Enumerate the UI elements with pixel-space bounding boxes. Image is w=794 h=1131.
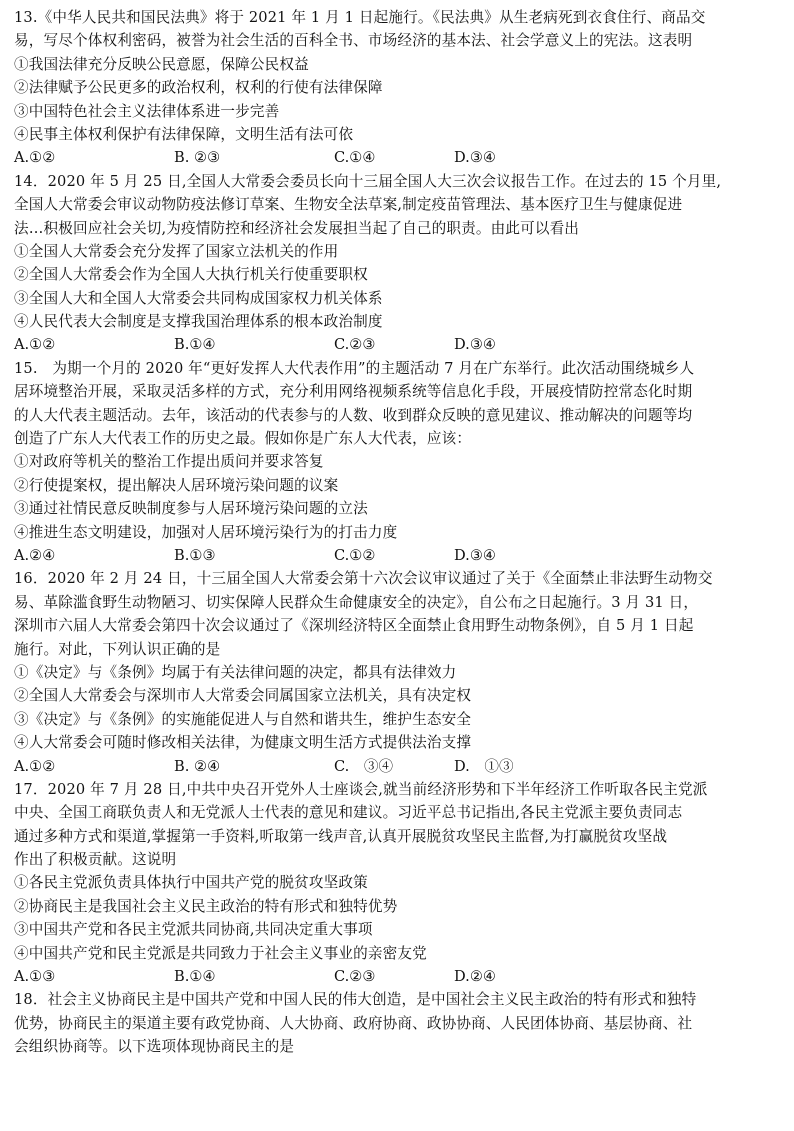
question-stem-line: 创造了广东人大代表工作的历史之最。假如你是广东人大代表，应该： xyxy=(14,430,472,448)
question-block xyxy=(14,567,778,778)
answer-option: A.①② xyxy=(14,336,56,354)
statement-item: ①各民主党派负责具体执行中国共产党的脱贫攻坚政策 xyxy=(14,874,368,892)
answer-option: A.①② xyxy=(14,149,56,167)
statement-item: ②法律赋予公民更多的政治权利，权利的行使有法律保障 xyxy=(14,79,383,97)
question-stem-line: 居环境整治开展，采取灵活多样的方式，充分利用网络视频系统等信息化手段，开展疫情防控常态化时期 xyxy=(14,383,693,401)
answer-options xyxy=(14,755,778,778)
answer-option: D.②④ xyxy=(454,968,496,986)
question-stem-line: 优势，协商民主的渠道主要有政党协商、人大协商、政府协商、政协协商、人民团体协商、基层协商、社 xyxy=(14,1014,693,1032)
statement-item: ④民事主体权利保护有法律保障，文明生活有法可依 xyxy=(14,125,354,143)
answer-option: B.①④ xyxy=(174,336,216,354)
statement-item: ①我国法律充分反映公民意愿，保障公民权益 xyxy=(14,55,309,73)
answer-option: C.①② xyxy=(334,546,376,564)
question-stem-line: 全国人大常委会审议动物防疫法修订草案、生物安全法草案,制定疫苗管理法、基本医疗卫生与健康促进 xyxy=(14,196,683,214)
question-stem-line: 18．社会主义协商民主是中国共产党和中国人民的伟大创造，是中国社会主义民主政治的特有形式和独特 xyxy=(14,991,697,1009)
statement-item: ①《决定》与《条例》均属于有关法律问题的决定，都具有法律效力 xyxy=(14,663,457,681)
question-stem-line: 13.《中华人民共和国民法典》将于 2021 年 1 月 1 日起施行。《民法典》从生老病死到衣食住行、商品交 xyxy=(14,9,706,26)
question-stem-line: 中央、全国工商联负责人和无党派人士代表的意见和建议。习近平总书记指出,各民主党派主要负责同志 xyxy=(14,804,683,822)
statement-item: ②全国人大常委会与深圳市人大常委会同属国家立法机关，具有决定权 xyxy=(14,687,472,705)
statement-item: ④人民代表大会制度是支撑我国治理体系的根本政治制度 xyxy=(14,313,383,331)
answer-option: B.①③ xyxy=(174,546,216,564)
answer-option: A.①② xyxy=(14,757,56,775)
statement-item: ②全国人大常委会作为全国人大执行机关行使重要职权 xyxy=(14,266,368,284)
answer-options xyxy=(14,333,778,356)
question-block xyxy=(14,988,778,1058)
answer-option: D.③④ xyxy=(454,149,496,167)
statement-item: ③全国人大和全国人大常委会共同构成国家权力机关体系 xyxy=(14,289,383,307)
statement-item: ①全国人大常委会充分发挥了国家立法机关的作用 xyxy=(14,242,339,260)
question-stem-line: 施行。对此，下列认识正确的是 xyxy=(14,640,221,658)
question-stem-line: 15. 为期一个月的 2020 年“更好发挥人大代表作用”的主题活动 7 月在广东举行。此次活动围绕城乡人 xyxy=(14,359,695,377)
question-stem-line: 易、革除滥食野生动物陋习、切实保障人民群众生命健康安全的决定》，自公布之日起施行。3 月 31 日， xyxy=(14,593,699,611)
answer-option: C.②③ xyxy=(334,336,376,354)
question-block xyxy=(14,6,778,170)
question-block xyxy=(14,170,778,357)
statement-item: ④推进生态文明建设，加强对人居环境污染行为的打击力度 xyxy=(14,523,398,541)
question-stem-line: 作出了积极贡献。这说明 xyxy=(14,851,177,869)
statement-item: ③中国共产党和各民主党派共同协商,共同决定重大事项 xyxy=(14,921,373,939)
answer-option: A.②④ xyxy=(14,546,56,564)
question-block xyxy=(14,357,778,568)
answer-option: D.③④ xyxy=(454,336,496,354)
question-block xyxy=(14,778,778,989)
question-stem-line: 14．2020 年 5 月 25 日,全国人大常委会委员长向十三届全国人大三次会议报告工作。在过去的 15 个月里, xyxy=(14,172,722,190)
answer-option: C.①④ xyxy=(334,149,376,167)
answer-options xyxy=(14,146,778,169)
answer-option: D. ①③ xyxy=(454,757,514,775)
statement-item: ③《决定》与《条例》的实施能促进人与自然和谐共生，维护生态安全 xyxy=(14,710,472,728)
answer-option: B. ②③ xyxy=(174,149,221,167)
answer-option: C.②③ xyxy=(334,968,376,986)
statement-item: ④中国共产党和民主党派是共同致力于社会主义事业的亲密友党 xyxy=(14,944,427,962)
statement-item: ②行使提案权，提出解决人居环境污染问题的议案 xyxy=(14,476,339,494)
statement-item: ③通过社情民意反映制度参与人居环境污染问题的立法 xyxy=(14,500,368,518)
answer-options xyxy=(14,544,778,567)
question-stem-line: 法…积极回应社会关切,为疫情防控和经济社会发展担当起了自己的职责。由此可以看出 xyxy=(14,219,580,237)
question-stem-line: 深圳市六届人大常委会第四十次会议通过了《深圳经济特区全面禁止食用野生动物条例》，自 5 月 1 日起 xyxy=(14,617,694,635)
answer-option: C. ③④ xyxy=(334,757,394,775)
question-stem-line: 的人大代表主题活动。去年，该活动的代表参与的人数、收到群众反映的意见建议、推动解决的问题等均 xyxy=(14,406,693,424)
question-stem-line: 易，写尽个体权利密码，被誉为社会生活的百科全书、市场经济的基本法、社会学意义上的宪法。这表明 xyxy=(14,32,693,50)
answer-option: A.①③ xyxy=(14,968,56,986)
question-stem-line: 16．2020 年 2 月 24 日，十三届全国人大常委会第十六次会议审议通过了关于《全面禁止非法野生动物交 xyxy=(14,570,713,588)
statement-item: ①对政府等机关的整治工作提出质问并要求答复 xyxy=(14,453,324,471)
answer-option: B.①④ xyxy=(174,968,216,986)
statement-item: ③中国特色社会主义法律体系进一步完善 xyxy=(14,102,280,120)
answer-options xyxy=(14,965,778,988)
question-stem-line: 17．2020 年 7 月 28 日,中共中央召开党外人士座谈会,就当前经济形势和下半年经济工作听取各民主党派 xyxy=(14,780,708,798)
answer-option: D.③④ xyxy=(454,546,496,564)
question-stem-line: 会组织协商等。以下选项体现协商民主的是 xyxy=(14,1038,295,1056)
statement-item: ②协商民主是我国社会主义民主政治的特有形式和独特优势 xyxy=(14,897,398,915)
question-stem-line: 通过多种方式和渠道,掌握第一手资料,听取第一线声音,认真开展脱贫攻坚民主监督,为打赢脱贫攻坚战 xyxy=(14,827,668,845)
statement-item: ④人大常委会可随时修改相关法律，为健康文明生活方式提供法治支撑 xyxy=(14,734,472,752)
answer-option: B. ②④ xyxy=(174,757,221,775)
